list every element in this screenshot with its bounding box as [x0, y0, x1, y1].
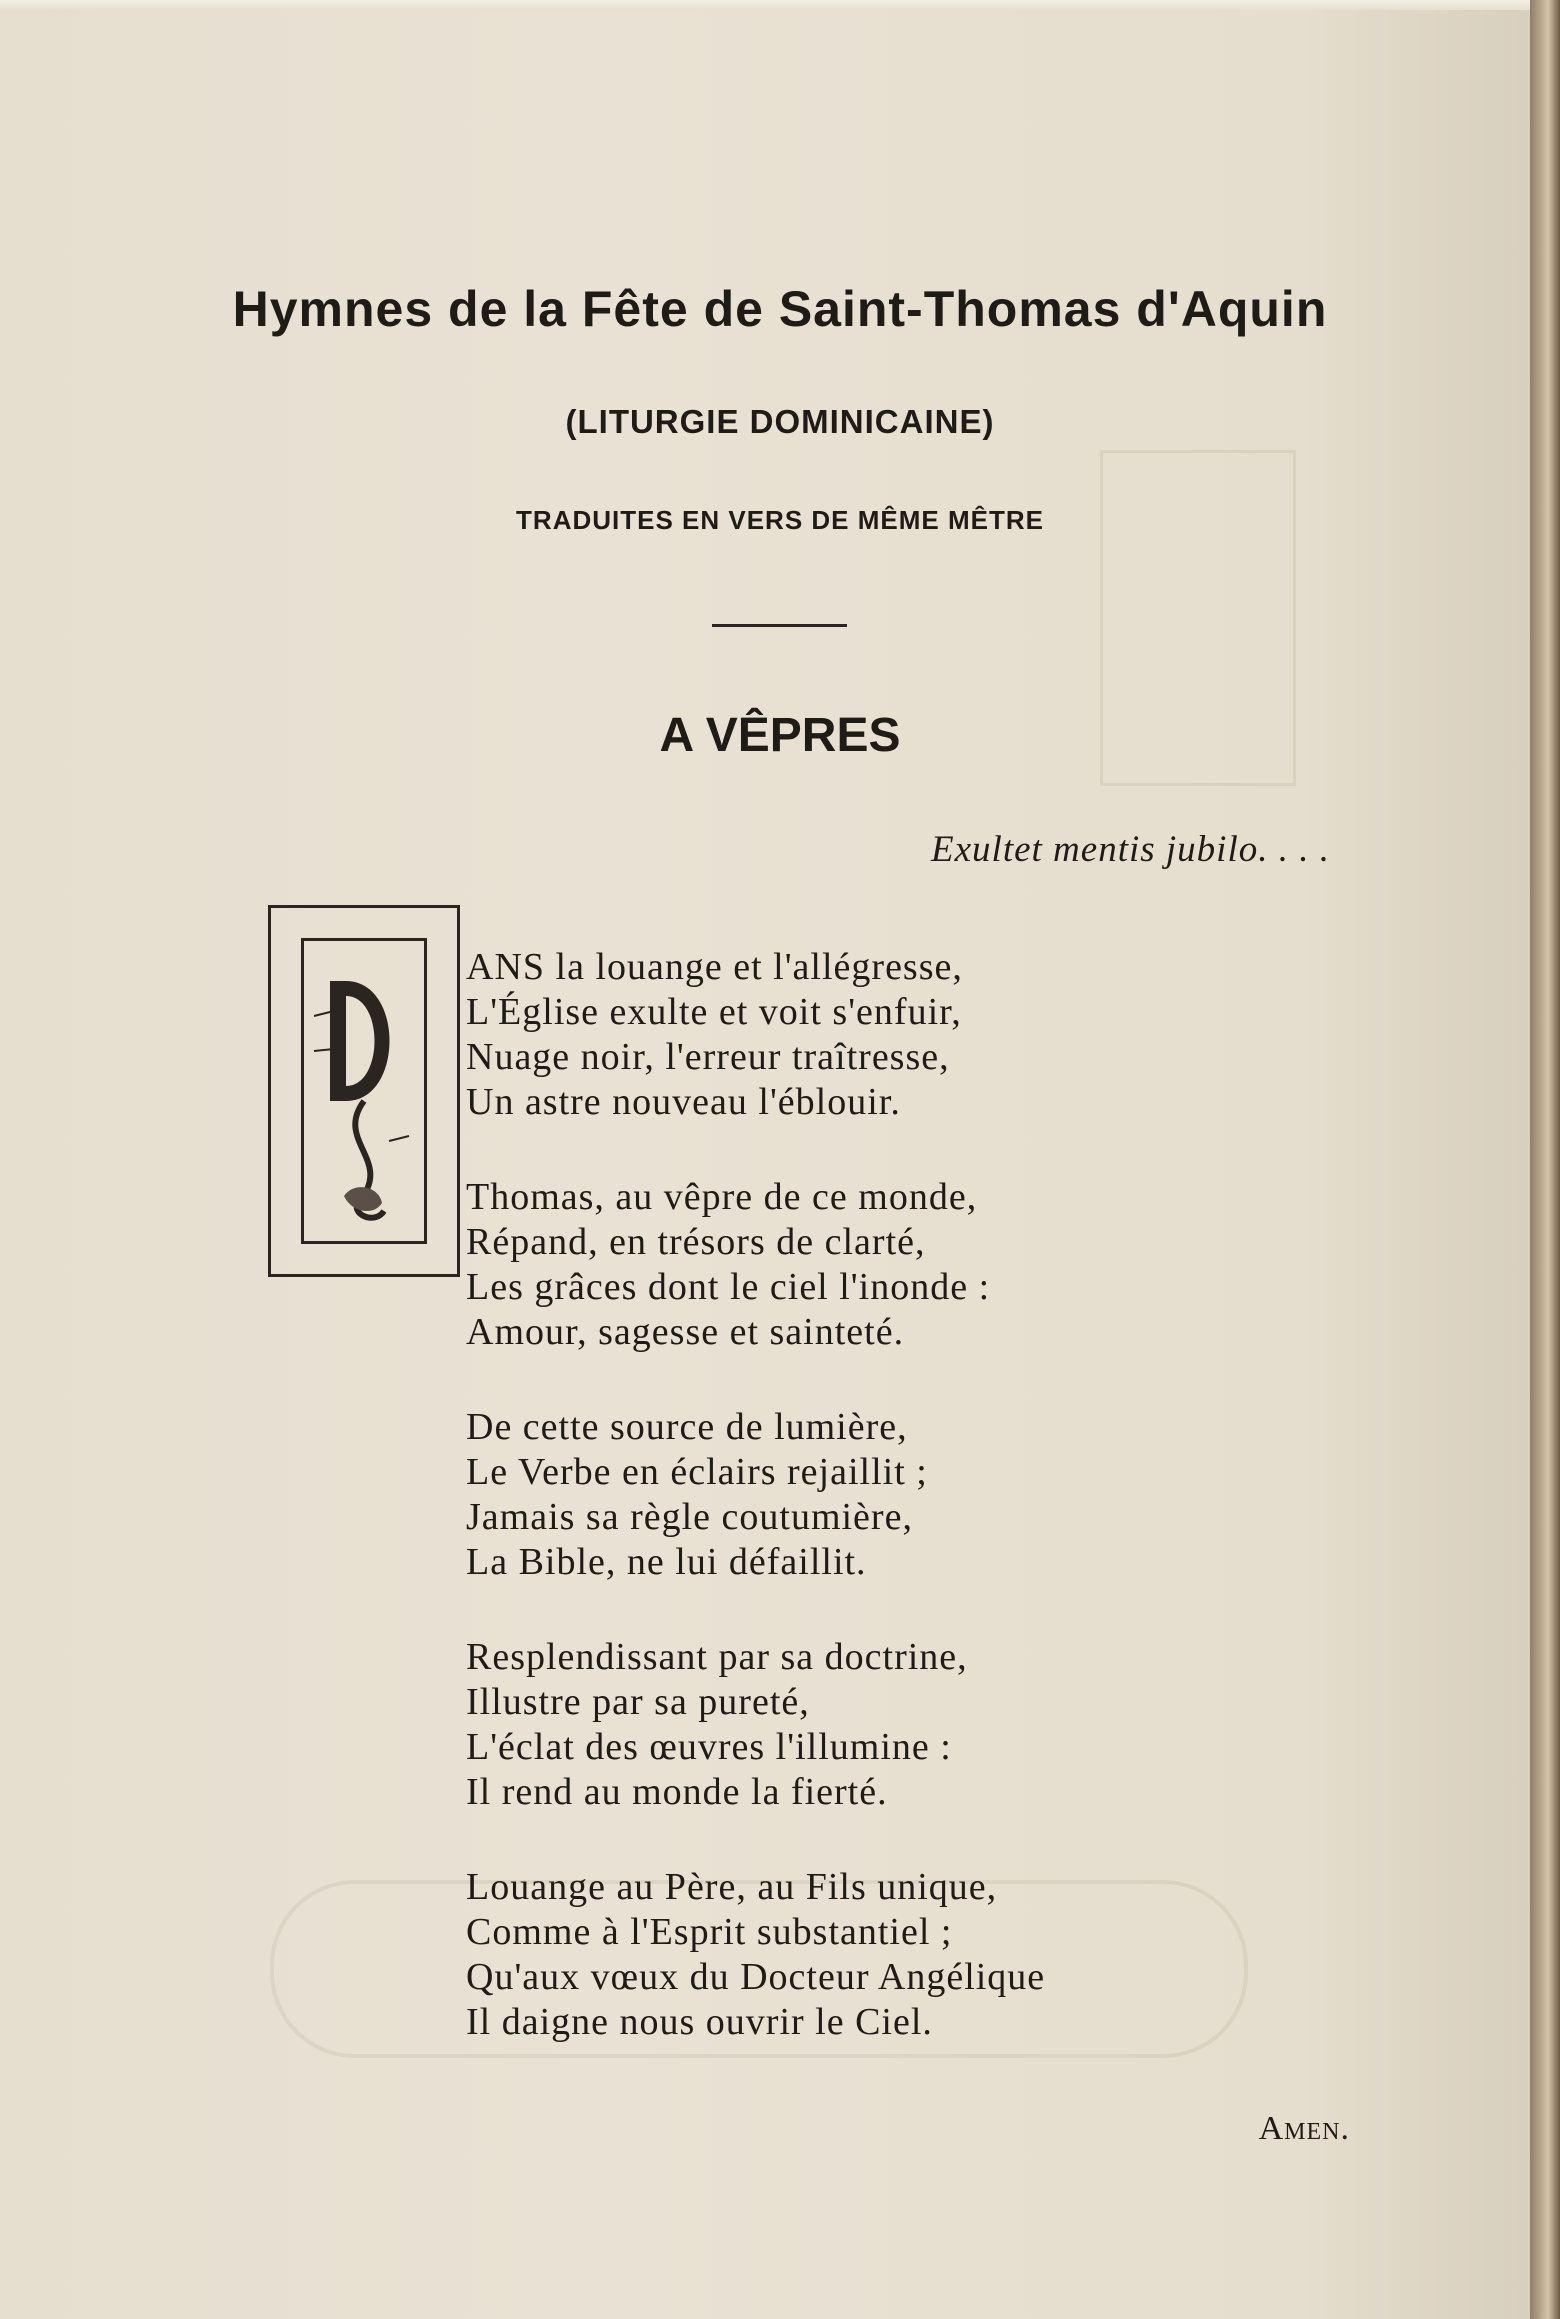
closing-amen: Amen. — [1258, 2110, 1350, 2147]
stanza — [466, 945, 1045, 1125]
hymn-text — [466, 945, 1045, 2095]
hymn-incipit: Exultet mentis jubilo. . . . — [931, 829, 1330, 870]
verse-line: De cette source de lumière, — [466, 1406, 908, 1448]
verse-line: Les grâces dont le ciel l'inonde : — [466, 1266, 991, 1308]
verse-line: La Bible, ne lui défaillit. — [466, 1541, 867, 1583]
verse-line: Resplendissant par sa doctrine, — [466, 1636, 968, 1678]
ornate-initial-d-icon — [268, 905, 460, 1277]
verse-line: L'Église exulte et voit s'enfuir, — [466, 991, 962, 1033]
stanza — [466, 1175, 1045, 1355]
verse-line: Louange au Père, au Fils unique, — [466, 1866, 998, 1908]
section-heading: A VÊPRES — [659, 709, 901, 762]
divider-rule — [712, 624, 847, 627]
verse-line: Comme à l'Esprit substantiel ; — [466, 1911, 953, 1953]
stanza — [466, 1405, 1045, 1585]
verse-line: Amour, sagesse et sainteté. — [466, 1311, 905, 1353]
page-top-edge — [0, 0, 1530, 10]
page-title: Hymnes de la Fête de Saint-Thomas d'Aquin — [232, 281, 1328, 337]
verse-line: L'éclat des œuvres l'illumine : — [466, 1726, 952, 1768]
verse-line: Jamais sa règle coutumière, — [466, 1496, 913, 1538]
dropcap-drawing — [304, 941, 424, 1241]
verse-line: Il rend au monde la fierté. — [466, 1771, 888, 1813]
dropcap-inner-frame — [301, 938, 427, 1244]
verse-line: Nuage noir, l'erreur traîtresse, — [466, 1036, 950, 1078]
verse-line: Un astre nouveau l'éblouir. — [466, 1081, 901, 1123]
verse-line: Répand, en trésors de clarté, — [466, 1221, 926, 1263]
page-subtitle: (LITURGIE DOMINICAINE) — [565, 403, 995, 440]
stanza — [466, 1865, 1045, 2045]
translation-note: TRADUITES EN VERS DE MÊME MÊTRE — [516, 505, 1044, 535]
book-page-edge — [1530, 0, 1560, 2319]
verse-line: Thomas, au vêpre de ce monde, — [466, 1176, 978, 1218]
verse-line: Le Verbe en éclairs rejaillit ; — [466, 1451, 928, 1493]
verse-line: Il daigne nous ouvrir le Ciel. — [466, 2001, 933, 2043]
verse-line: Illustre par sa pureté, — [466, 1681, 810, 1723]
verse-line: Qu'aux vœux du Docteur Angélique — [466, 1956, 1046, 1998]
stanza — [466, 1635, 1045, 1815]
verse-line: ANS la louange et l'allégresse, — [466, 946, 963, 988]
